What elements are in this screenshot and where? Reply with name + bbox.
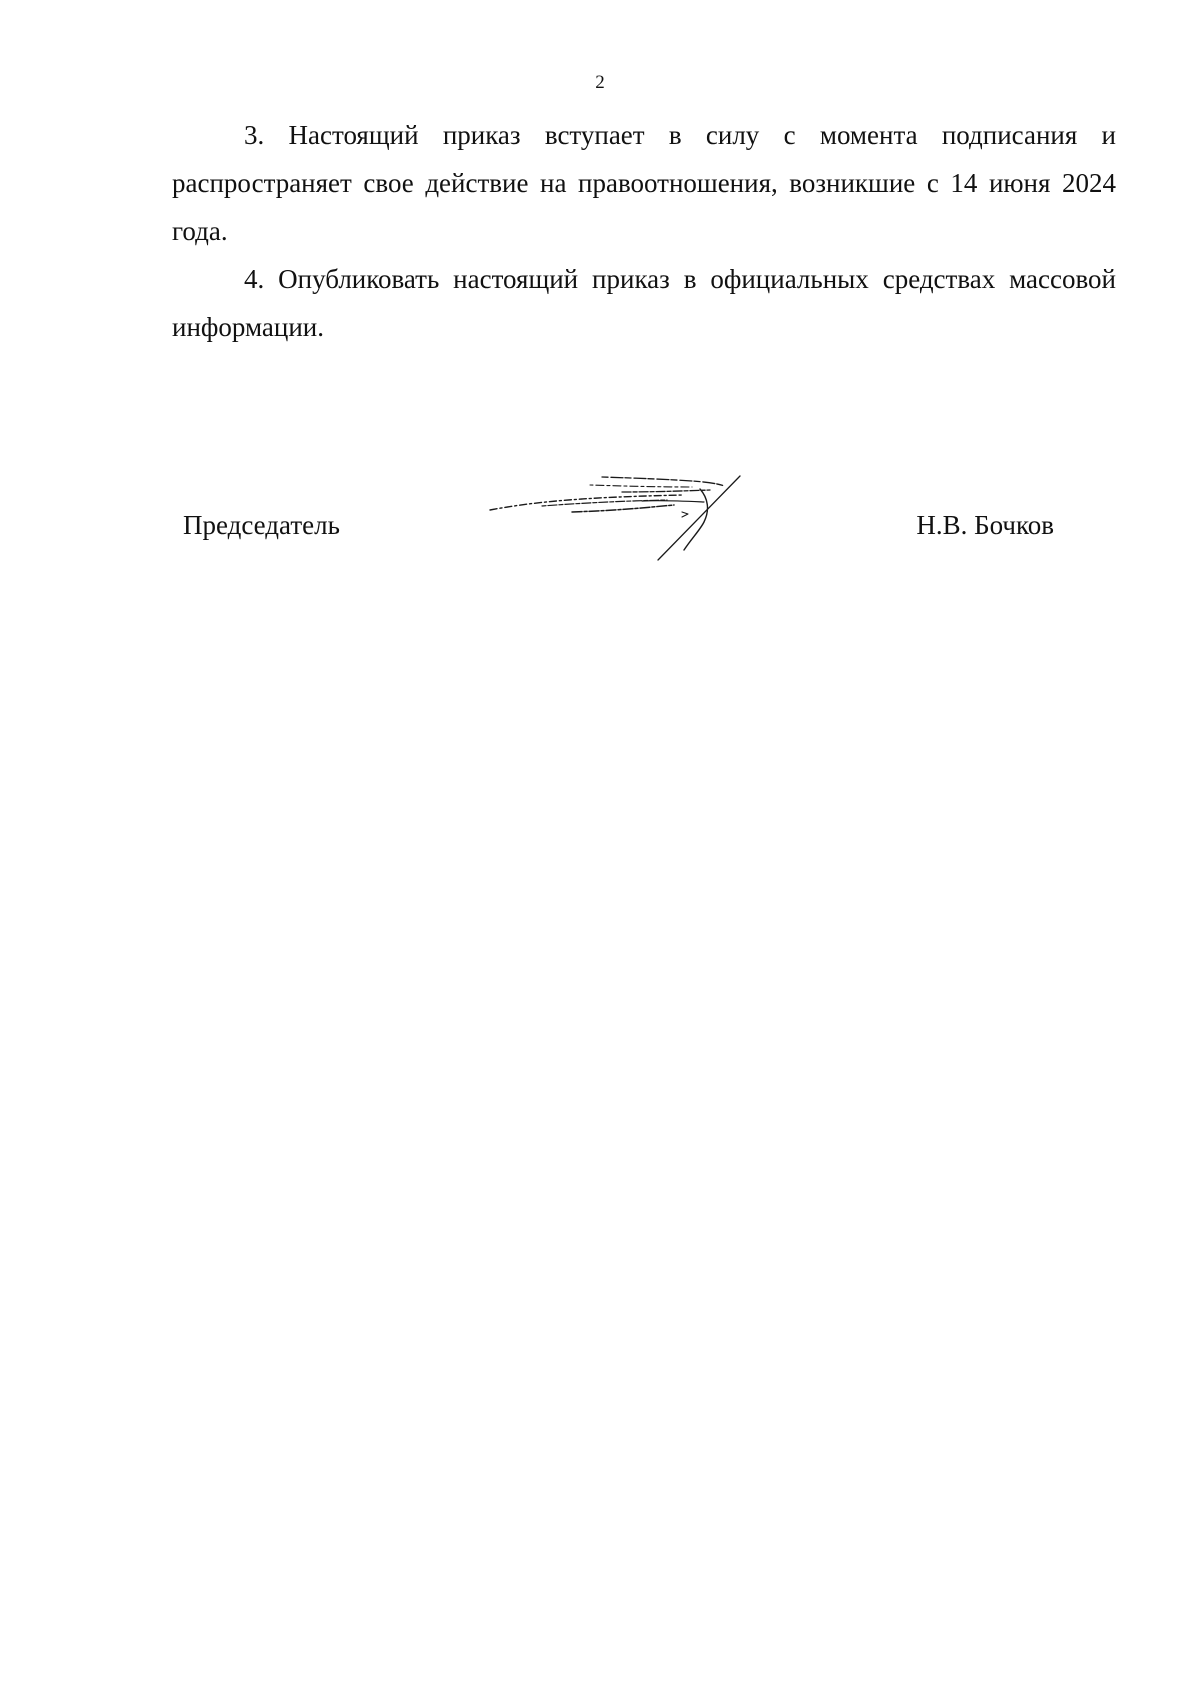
paragraph-3: 3. Настоящий приказ вступает в силу с момента подписания и распространяет свое действие на правоотношения, возникшие с 14 июня 2024 года. bbox=[172, 120, 1116, 246]
page-number: 2 bbox=[595, 72, 605, 93]
handwritten-signature bbox=[482, 468, 772, 568]
signatory-name: Н.В. Бочков bbox=[916, 510, 1054, 540]
paragraph-4: 4. Опубликовать настоящий приказ в официальных средствах массовой информации. bbox=[172, 264, 1116, 342]
document-body bbox=[172, 111, 1116, 351]
signatory-position: Председатель bbox=[183, 510, 340, 540]
